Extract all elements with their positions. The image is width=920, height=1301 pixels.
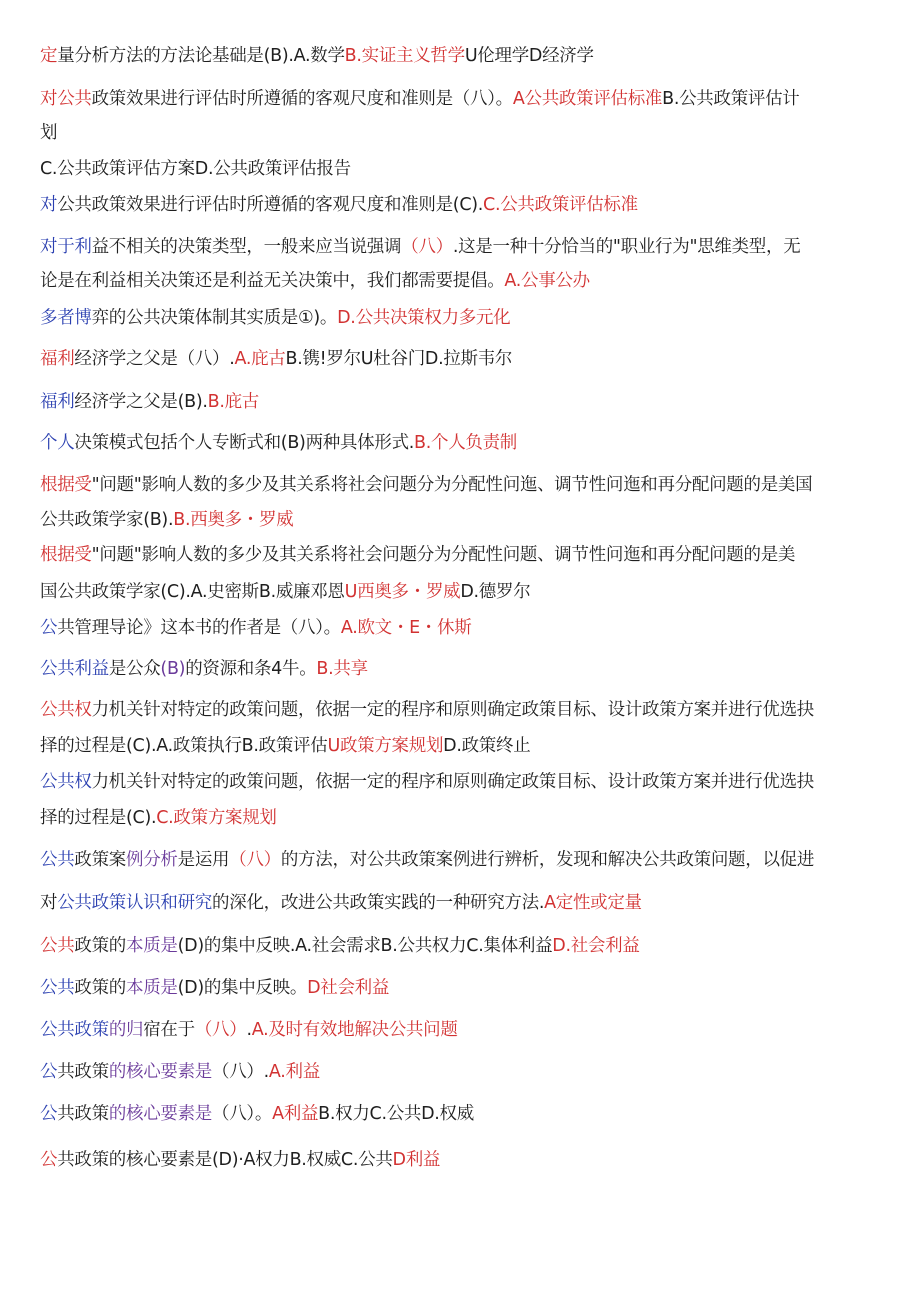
line-text: 力机关针对特定的政策问题，依据一定的程序和原则确定政策目标、设计政策方案并进行优选抉 <box>91 700 815 720</box>
line-text: 政策效果进行评估时所遵循的客观尺度和准则是（八）。 <box>91 89 513 109</box>
highlight-text: 公共权 <box>40 700 92 720</box>
highlight-text: 本质是 <box>126 978 178 998</box>
line-text: （八）. <box>212 1062 269 1082</box>
line-text: B.公共政策评估计 <box>662 89 800 109</box>
highlight-text: A.公事公办 <box>504 271 590 291</box>
line-text: "问题"影响人数的多少及其关系将社会问题分为分配性问题、调节性问迤和再分配问题的是美 <box>91 545 796 565</box>
line-text: D.德罗尔 <box>460 582 531 602</box>
highlight-text: A公共政策评估标准 <box>512 89 663 109</box>
highlight-text: 公共政策 <box>40 1020 109 1040</box>
text-line <box>40 580 530 604</box>
highlight-text: D社会利益 <box>307 978 390 998</box>
highlight-text: 公共权 <box>40 772 92 792</box>
line-text: B.镌!罗尔U杜谷门D.拉斯韦尔 <box>285 349 513 369</box>
line-text: 政策的 <box>74 936 127 956</box>
line-text: 力机关针对特定的政策问题，依据一定的程序和原则确定政策目标、设计政策方案并进行优选抉 <box>91 772 815 792</box>
highlight-text: A定性或定量 <box>544 893 642 913</box>
line-text: 经济学之父是（八）. <box>74 349 235 369</box>
highlight-text: 本质是 <box>126 936 178 956</box>
highlight-text: 根据受 <box>40 545 92 565</box>
line-text: D.政策终止 <box>443 736 531 756</box>
highlight-text: 公 <box>40 1104 58 1124</box>
highlight-text: A.欧文・E・休斯 <box>340 618 472 638</box>
line-text: 共政策 <box>57 1104 109 1124</box>
highlight-text: 定 <box>40 46 58 66</box>
highlight-text: 公 <box>40 618 58 638</box>
line-text: 论是在利益相关决策还是利益无关决策中，我们都需要提倡。 <box>40 271 505 291</box>
line-text: .这是一种十分恰当的"职业行为"思维类型，无 <box>452 237 801 257</box>
highlight-text: 公 <box>40 1062 58 1082</box>
text-line <box>40 473 812 497</box>
highlight-text: 的核心要素是 <box>108 1062 213 1082</box>
line-text: （八）。 <box>212 1104 273 1124</box>
highlight-text: 个人 <box>40 433 75 453</box>
highlight-text: 对公共 <box>40 89 92 109</box>
line-text: 的资源和条4牛。 <box>185 659 317 679</box>
text-line <box>40 1060 320 1084</box>
highlight-text: 的归 <box>108 1020 144 1040</box>
text-line <box>40 698 814 722</box>
highlight-text: 多者博 <box>40 308 92 328</box>
line-text: 共政策 <box>57 1062 109 1082</box>
text-line <box>40 848 814 872</box>
highlight-text: A.利益 <box>268 1062 320 1082</box>
text-line <box>40 657 368 681</box>
line-text: 划 <box>40 123 58 143</box>
highlight-text: B.共享 <box>316 659 368 679</box>
line-text: . <box>246 1020 252 1040</box>
highlight-text: 福利 <box>40 392 75 412</box>
line-text: 决策模式包括个人专断式和(B)两种具体形式. <box>74 433 415 453</box>
highlight-text: 公共政策认识和研究 <box>57 893 213 913</box>
line-text: 对 <box>40 893 58 913</box>
text-line <box>40 347 512 371</box>
line-text: 的方法，对公共政策案例进行辨析，发现和解决公共政策问题，以促进 <box>280 850 815 870</box>
text-line <box>40 269 590 293</box>
highlight-text: 例分析 <box>126 850 178 870</box>
text-line <box>40 431 517 455</box>
text-line <box>40 770 814 794</box>
text-line <box>40 306 510 330</box>
text-line <box>40 734 530 758</box>
highlight-text: 的核心要素是 <box>108 1104 213 1124</box>
line-text: 的深化，改进公共政策实践的一种研究方法. <box>212 893 545 913</box>
highlight-text: A利益 <box>272 1104 319 1124</box>
highlight-text: U政策方案规划 <box>327 736 444 756</box>
highlight-text: （八） <box>401 237 453 257</box>
text-line <box>40 616 471 640</box>
highlight-text: A.庇古 <box>234 349 286 369</box>
highlight-text: （八） <box>194 1020 247 1040</box>
line-text: 共管理导论》这本书的作者是（八）。 <box>57 618 341 638</box>
highlight-text: 公共 <box>40 978 75 998</box>
highlight-text: C.公共政策评估标准 <box>483 195 638 215</box>
line-text: 量分析方法的方法论基础是(B).A.数学 <box>57 46 345 66</box>
line-text: 国公共政策学家(C).A.史密斯B.威廉邓恩 <box>40 582 345 602</box>
text-line <box>40 976 389 1000</box>
highlight-text: （八） <box>229 850 281 870</box>
line-text: B.权力C.公共D.权威 <box>318 1104 474 1124</box>
text-line <box>40 390 259 414</box>
line-text: (D)的集中反映.A.社会需求B.公共权力C.集体利益 <box>177 936 553 956</box>
highlight-text: 公共 <box>40 850 75 870</box>
text-line <box>40 934 640 958</box>
text-line <box>40 891 642 915</box>
line-text: 政策案 <box>74 850 127 870</box>
highlight-text: U西奥多・罗威 <box>344 582 461 602</box>
highlight-text: 公共利益 <box>40 659 109 679</box>
line-text: 宿在于 <box>143 1020 195 1040</box>
line-text: "问题"影响人数的多少及其关系将社会问题分为分配性问迤、调节性问迤和再分配问题的是美国 <box>91 475 813 495</box>
line-text: (D)的集中反映。 <box>177 978 308 998</box>
highlight-text: 公共 <box>40 936 75 956</box>
line-text: 弈的公共决策体制其实质是①)。 <box>91 308 338 328</box>
text-line <box>40 87 800 111</box>
highlight-text: A.及时有效地解决公共问题 <box>251 1020 458 1040</box>
line-text: 共政策的核心要素是(D)·A权力B.权威C.公共 <box>57 1150 393 1170</box>
text-line <box>40 157 351 181</box>
highlight-text: 公 <box>40 1150 58 1170</box>
highlight-text: 根据受 <box>40 475 92 495</box>
line-text: 益不相关的决策类型，一般来应当说强调 <box>91 237 402 257</box>
line-text: 是运用 <box>177 850 230 870</box>
highlight-text: D.社会利益 <box>552 936 640 956</box>
text-line <box>40 44 594 68</box>
line-text: 择的过程是(C).A.政策执行B.政策评估 <box>40 736 328 756</box>
line-text: 经济学之父是(B). <box>74 392 208 412</box>
text-line <box>40 193 638 217</box>
text-line <box>40 1018 458 1042</box>
text-line <box>40 1148 440 1172</box>
highlight-text: 福利 <box>40 349 75 369</box>
highlight-text: (B) <box>160 659 186 679</box>
highlight-text: D利益 <box>392 1150 441 1170</box>
line-text: 公共政策效果进行评估时所遵循的客观尺度和准则是(C). <box>57 195 484 215</box>
highlight-text: D.公共决策权力多元化 <box>337 308 511 328</box>
highlight-text: B.西奥多・罗威 <box>173 510 294 530</box>
highlight-text: C.政策方案规划 <box>156 808 277 828</box>
text-line <box>40 235 800 259</box>
highlight-text: B.实证主义哲学 <box>344 46 465 66</box>
line-text: 择的过程是(C). <box>40 808 157 828</box>
line-text: U伦理学D经济学 <box>464 46 594 66</box>
line-text: C.公共政策评估方案D.公共政策评估报告 <box>40 159 351 179</box>
text-line <box>40 508 293 532</box>
text-line <box>40 806 277 830</box>
text-line <box>40 121 57 145</box>
line-text: 公共政策学家(B). <box>40 510 174 530</box>
line-text: 政策的 <box>74 978 127 998</box>
highlight-text: 对 <box>40 195 58 215</box>
line-text: 是公众 <box>108 659 161 679</box>
text-line <box>40 543 795 567</box>
highlight-text: B.个人负责制 <box>414 433 517 453</box>
highlight-text: 对于利 <box>40 237 92 257</box>
highlight-text: B.庇古 <box>207 392 260 412</box>
text-line <box>40 1102 474 1126</box>
